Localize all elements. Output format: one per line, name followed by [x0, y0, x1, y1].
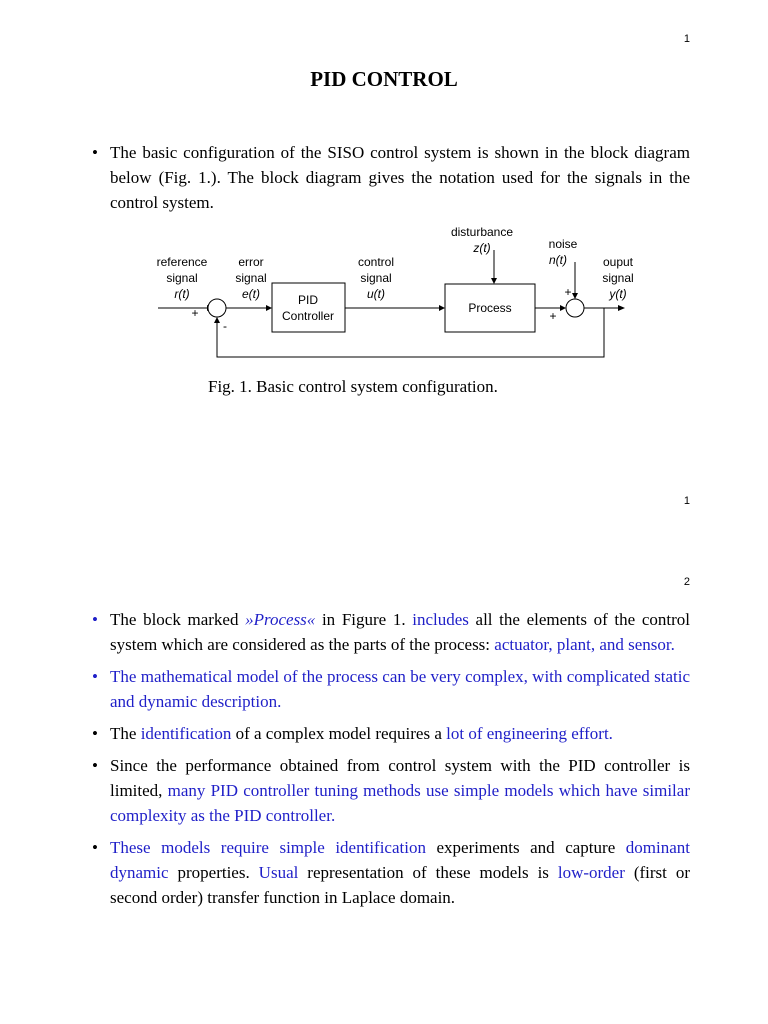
control-var: u(t): [367, 287, 385, 301]
plus-sign: +: [191, 306, 199, 320]
page-number: 2: [683, 576, 690, 588]
text-span: Since the performance obtained from control system with the PID controller is limited,: [110, 756, 690, 800]
text-span: experiments and capture: [425, 838, 626, 857]
highlight-text: includes: [412, 610, 469, 629]
arrowhead-icon: [572, 293, 578, 299]
bullet-icon: •: [92, 143, 98, 162]
highlight-text: lot of engineering effort.: [446, 724, 613, 743]
bullet-icon: •: [92, 610, 98, 629]
reference-signal-label: signal: [166, 271, 198, 285]
text-span: properties.: [168, 863, 259, 882]
output-var: y(t): [609, 287, 627, 301]
text-span: The block marked: [110, 610, 246, 629]
control-signal-label: signal: [360, 271, 392, 285]
list-item: [92, 721, 690, 746]
arrowhead-icon: [491, 278, 497, 284]
error-label: error: [238, 255, 264, 269]
text-span: representation of these models is: [298, 863, 558, 882]
pid-label-line2: Controller: [281, 309, 335, 323]
highlight-text: Usual: [258, 863, 299, 882]
plus-sign: +: [549, 309, 557, 323]
text-span: of a complex model requires a: [231, 724, 447, 743]
arrowhead-icon: [214, 317, 220, 323]
highlight-text: many PID controller tuning methods use simple models which have similar complexity as the PID controller.: [110, 781, 690, 825]
output-signal-label: signal: [602, 271, 634, 285]
bullet-icon: •: [92, 838, 98, 857]
reference-label: reference: [156, 255, 208, 269]
highlight-text: actuator, plant, and sensor.: [494, 635, 675, 654]
highlight-text: identification: [140, 724, 232, 743]
summing-junction-1: [208, 299, 226, 317]
pid-controller-block: [272, 283, 345, 332]
bullet-text: The basic configuration of the SISO control system is shown in the block diagram below (Fig. 1.). The block diagram gives the notation used for the signals in the control system.: [110, 143, 690, 212]
bullet-icon: •: [92, 724, 98, 743]
minus-sign: -: [223, 319, 227, 333]
highlight-text: dominant dynamic: [110, 838, 690, 882]
page-title: PID CONTROL: [310, 67, 458, 91]
process-term: »Process«: [245, 610, 316, 629]
list-item: [92, 607, 690, 657]
list-item: [92, 664, 690, 714]
highlight-text: The mathematical model of the process can be very complex, with complicated static and dynamic description.: [110, 667, 690, 711]
arrowhead-icon: [560, 305, 566, 311]
disturbance-label: disturbance: [450, 225, 514, 239]
list-item: [92, 835, 690, 910]
summing-junction-2: [566, 299, 584, 317]
arrowhead-icon: [618, 305, 625, 311]
pid-label-line1: PID: [297, 293, 319, 307]
text-span: The: [110, 724, 141, 743]
noise-label: noise: [548, 237, 578, 251]
page-number: 1: [683, 33, 690, 45]
process-label: Process: [468, 301, 512, 315]
noise-var: n(t): [549, 253, 567, 267]
block-diagram: [150, 220, 634, 365]
text-span: (first or second order) transfer function in Laplace domain.: [110, 863, 690, 907]
text-span: in Figure 1.: [315, 610, 413, 629]
control-label: control: [357, 255, 395, 269]
arrowhead-icon: [266, 305, 272, 311]
output-label: ouput: [602, 255, 634, 269]
page-number-footer: 1: [683, 495, 690, 507]
text-span: all the elements of the control system which are considered as the parts of the process:: [110, 610, 690, 654]
list-item: [92, 140, 690, 215]
disturbance-var: z(t): [473, 241, 491, 255]
figure-caption: Fig. 1. Basic control system configuration.: [208, 377, 498, 396]
bullet-icon: •: [92, 756, 98, 775]
bullet-icon: •: [92, 667, 98, 686]
reference-var: r(t): [174, 287, 190, 301]
highlight-text: These models require simple identification: [110, 838, 426, 857]
error-var: e(t): [242, 287, 260, 301]
plus-sign: +: [564, 285, 572, 299]
bullet-list-page2: [92, 607, 690, 910]
arrowhead-icon: [439, 305, 445, 311]
highlight-text: low-order: [557, 863, 625, 882]
error-signal-label: signal: [235, 271, 267, 285]
bullet-list-page1: [92, 140, 690, 215]
list-item: [92, 753, 690, 828]
